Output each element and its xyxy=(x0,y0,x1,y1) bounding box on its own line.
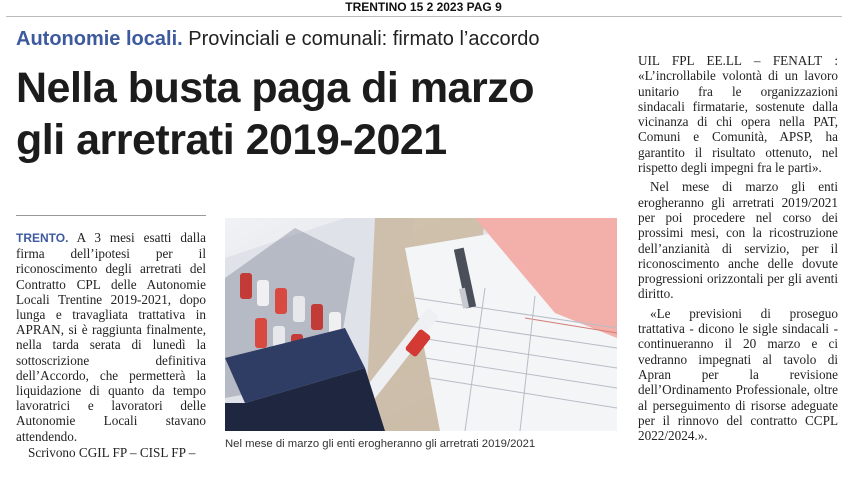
photo-caption: Nel mese di marzo gli enti erogheranno gli arretrati 2019/2021 xyxy=(225,438,536,450)
article-photo xyxy=(225,218,617,431)
photo-illustration xyxy=(225,218,617,431)
lead-body: A 3 mesi esatti dalla firma dell’ipotesi per il riconoscimento degli arretrati del Contratto CPL delle Autonomie Locali Trentine 2019-2021, dopo lunga e travagliata trattativa in APRAN, si è raggiunta finalmente, nella tarda serata di lunedì la sottoscrizione definitiva dell’Accordo, che permetterà la liquidazione di quanto da tempo lavoratrici e lavoratori delle Autonomie Locali stavano attendendo. xyxy=(16,230,206,444)
section-label: Autonomie locali. xyxy=(16,28,183,50)
dateline: TRENTO. xyxy=(16,231,69,245)
headline-line-1: Nella busta paga di marzo xyxy=(16,64,534,112)
kicker xyxy=(16,27,540,51)
headline-line-2: gli arretrati 2019-2021 xyxy=(16,116,447,164)
right-paragraph-2: Nel mese di marzo gli enti erogheranno gli arretrati 2019/2021 per poi procedere nel corso dei prossimi mesi, con la ricostruzione dell’anzianità di servizio, per il riconoscimento anche delle dovute progressioni orizzontali per gli aventi diritto. xyxy=(638,179,838,302)
lead-column xyxy=(16,230,206,460)
headline xyxy=(16,62,616,166)
masthead-rule xyxy=(6,16,842,17)
kicker-subtitle: Provinciali e comunali: firmato l’accordo xyxy=(188,28,540,50)
right-paragraph-3: «Le previsioni di proseguo trattativa - dicono le sigle sindacali - continueranno il 20 marzo e ci vedranno impegnati al tavolo di Apran per la revisione dell’Ordinamento Professionale, oltre al perseguimento di risorse adeguate per il rinnovo del contratto CCPL 2022/2024.». xyxy=(638,305,838,444)
lead-paragraph xyxy=(16,230,206,444)
masthead: TRENTINO 15 2 2023 PAG 9 xyxy=(345,0,502,14)
right-paragraph-1: UIL FPL EE.LL – FENALT : «L’incrollabile volontà di un lavoro unitario fra le organizzazioni sindacali firmatarie, sostenute dalla vicinanza di chi opera nella PAT, Comuni e Comunità, APSP, ha garantito il risultato ottenuto, nel rispetto degli impegni fra le parti». xyxy=(638,53,838,176)
lead-continuation: Scrivono CGIL FP – CISL FP – xyxy=(28,444,196,460)
column-rule xyxy=(16,215,206,216)
right-column xyxy=(638,53,838,443)
